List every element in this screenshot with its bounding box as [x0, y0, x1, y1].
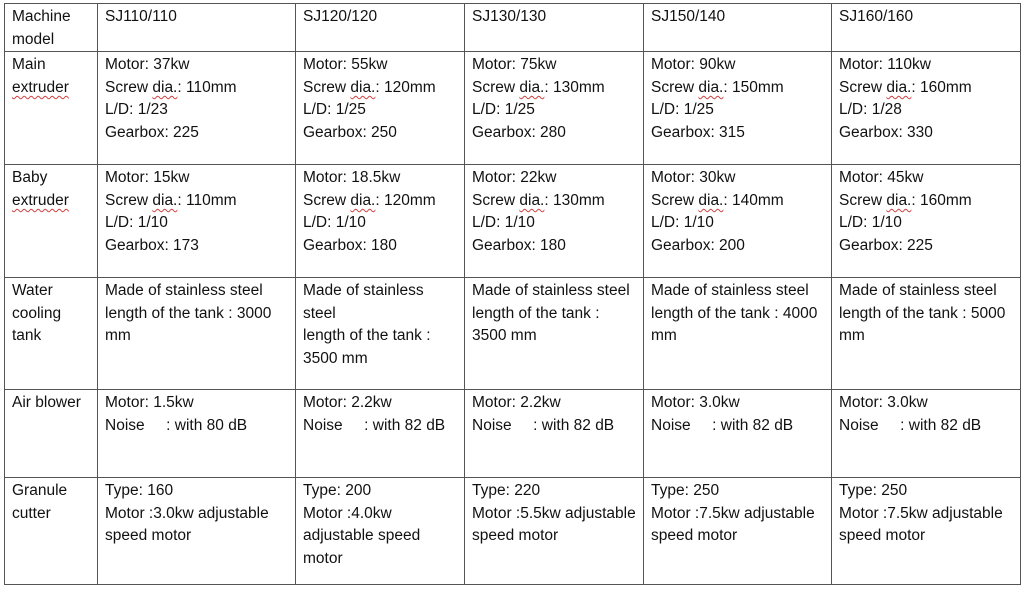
spec-line: Motor :5.5kw adjustable speed motor	[472, 504, 641, 545]
spec-line: Gearbox: 315	[651, 123, 745, 141]
table-row-air-blower	[5, 390, 1021, 478]
spec-line: Screw dia.: 140mm	[651, 191, 784, 209]
spec-line: Gearbox: 280	[472, 123, 566, 141]
spec-line: L/D: 1/10	[651, 214, 714, 232]
row-label: Granule cutter	[12, 482, 68, 522]
spec-line: Type: 160	[105, 482, 174, 500]
table-row-water-cooling-tank	[5, 278, 1021, 390]
spec-line: length of the tank : 5000 mm	[839, 304, 1010, 345]
spec-line: Noise : with 80 dB	[105, 416, 248, 434]
row-label: Air blower	[12, 394, 81, 412]
spec-line: Gearbox: 225	[105, 123, 199, 141]
header-label: Machine model	[12, 8, 71, 48]
model-header-cell	[465, 4, 644, 52]
spec-line: Motor :4.0kw adjustable speed motor	[303, 504, 425, 567]
spec-line: Gearbox: 250	[303, 123, 397, 141]
model-name: SJ120/120	[303, 8, 378, 25]
spec-line: Made of stainless steel	[651, 282, 809, 300]
model-header-cell	[98, 4, 296, 52]
spec-line: Made of stainless steel	[105, 282, 263, 300]
spec-cell	[296, 390, 465, 478]
spec-line: Screw dia.: 160mm	[839, 191, 972, 209]
row-label: Water cooling tank	[12, 282, 62, 345]
spec-line: Motor: 75kw	[472, 56, 557, 74]
model-name: SJ110/110	[105, 8, 177, 25]
spec-line: length of the tank : 3500 mm	[472, 304, 604, 345]
spec-cell	[98, 278, 296, 390]
spec-line: Noise : with 82 dB	[472, 416, 615, 434]
spec-line: Screw dia.: 110mm	[105, 78, 237, 96]
spec-line: Motor: 30kw	[651, 169, 736, 187]
spec-line: Motor: 45kw	[839, 169, 924, 187]
spec-line: Screw dia.: 130mm	[472, 191, 605, 209]
spec-line: Type: 220	[472, 482, 541, 500]
spec-cell	[832, 390, 1021, 478]
model-header-cell	[644, 4, 832, 52]
row-label-cell	[5, 478, 98, 585]
spec-line: Screw dia.: 120mm	[303, 78, 436, 96]
model-header-cell	[296, 4, 465, 52]
spec-cell	[465, 165, 644, 278]
spec-line: Gearbox: 180	[472, 236, 566, 254]
spec-cell	[644, 165, 832, 278]
spec-line: Motor: 22kw	[472, 169, 557, 187]
spec-line: L/D: 1/10	[839, 214, 902, 232]
spec-cell	[465, 390, 644, 478]
table-row-granule-cutter	[5, 478, 1021, 585]
model-name: SJ160/160	[839, 8, 914, 25]
row-label-cell	[5, 390, 98, 478]
spec-line: Gearbox: 173	[105, 236, 199, 254]
spec-line: length of the tank : 3500 mm	[303, 327, 435, 367]
row-label-cell	[5, 165, 98, 278]
spec-line: Screw dia.: 110mm	[105, 191, 237, 209]
spec-line: L/D: 1/10	[105, 214, 168, 232]
spec-line: Motor: 18.5kw	[303, 169, 401, 187]
spec-line: Noise : with 82 dB	[839, 416, 982, 434]
machine-spec-table	[4, 3, 1021, 585]
spec-cell	[644, 278, 832, 390]
spec-line: Gearbox: 180	[303, 236, 397, 254]
spec-line: Gearbox: 200	[651, 236, 745, 254]
spec-cell	[296, 278, 465, 390]
spec-cell	[296, 478, 465, 585]
spec-cell	[98, 52, 296, 165]
spec-cell	[98, 165, 296, 278]
spec-line: Type: 250	[839, 482, 908, 500]
spec-cell	[832, 478, 1021, 585]
spec-line: Made of stainless steel	[303, 282, 428, 322]
spec-cell	[644, 478, 832, 585]
spec-line: Screw dia.: 130mm	[472, 78, 605, 96]
header-label-cell	[5, 4, 98, 52]
spec-line: L/D: 1/28	[839, 101, 902, 119]
spec-line: L/D: 1/25	[651, 101, 714, 119]
row-label-cell	[5, 52, 98, 165]
spec-line: Type: 250	[651, 482, 720, 500]
spec-cell	[98, 478, 296, 585]
spec-line: Motor: 2.2kw	[303, 394, 392, 412]
model-name: SJ150/140	[651, 8, 726, 25]
spec-line: Motor: 90kw	[651, 56, 736, 74]
spec-line: Type: 200	[303, 482, 372, 500]
spec-line: L/D: 1/10	[472, 214, 535, 232]
spec-cell	[644, 390, 832, 478]
spec-line: Motor: 3.0kw	[651, 394, 740, 412]
spec-line: Motor :7.5kw adjustable speed motor	[651, 504, 820, 545]
spec-line: Screw dia.: 150mm	[651, 78, 784, 96]
spec-line: Noise : with 82 dB	[651, 416, 794, 434]
spec-cell	[98, 390, 296, 478]
spec-line: Motor: 15kw	[105, 169, 190, 187]
spec-line: Motor: 3.0kw	[839, 394, 928, 412]
spec-line: L/D: 1/25	[303, 101, 366, 119]
table-row-header	[5, 4, 1021, 52]
spec-cell	[832, 278, 1021, 390]
spec-cell	[296, 52, 465, 165]
spec-line: L/D: 1/23	[105, 101, 168, 119]
spec-line: Gearbox: 225	[839, 236, 933, 254]
spec-line: Motor: 1.5kw	[105, 394, 194, 412]
spec-line: Motor: 55kw	[303, 56, 388, 74]
spec-line: Motor: 110kw	[839, 56, 931, 74]
spec-cell	[644, 52, 832, 165]
row-label: Main extruder	[12, 56, 69, 96]
spec-line: Made of stainless steel	[472, 282, 630, 300]
spec-cell	[296, 165, 465, 278]
spec-line: Motor: 37kw	[105, 56, 190, 74]
model-header-cell	[832, 4, 1021, 52]
spec-cell	[465, 278, 644, 390]
spec-line: Noise : with 82 dB	[303, 416, 446, 434]
table-row-baby-extruder	[5, 165, 1021, 278]
spec-line: Motor: 2.2kw	[472, 394, 561, 412]
spec-line: Screw dia.: 160mm	[839, 78, 972, 96]
spec-line: L/D: 1/25	[472, 101, 535, 119]
row-label: Baby extruder	[12, 169, 69, 209]
model-name: SJ130/130	[472, 8, 547, 25]
spec-cell	[465, 52, 644, 165]
spec-cell	[465, 478, 644, 585]
spec-cell	[832, 165, 1021, 278]
spec-line: length of the tank : 3000 mm	[105, 304, 276, 345]
spec-line: length of the tank : 4000 mm	[651, 304, 822, 345]
spec-line: Motor :7.5kw adjustable speed motor	[839, 504, 1008, 545]
spec-line: Made of stainless steel	[839, 282, 997, 300]
spec-line: Screw dia.: 120mm	[303, 191, 436, 209]
spec-line: Motor :3.0kw adjustable speed motor	[105, 504, 274, 545]
table-row-main-extruder	[5, 52, 1021, 165]
row-label-cell	[5, 278, 98, 390]
spec-line: Gearbox: 330	[839, 123, 933, 141]
spec-cell	[832, 52, 1021, 165]
spec-line: L/D: 1/10	[303, 214, 366, 232]
